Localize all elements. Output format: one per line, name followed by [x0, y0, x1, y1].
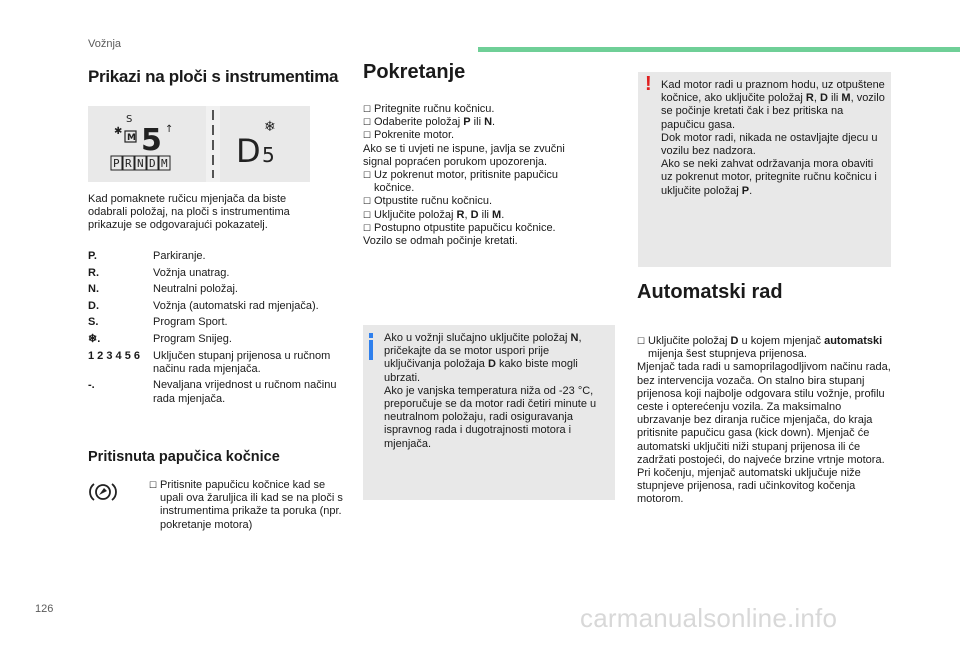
- list-item: ☐ Pokrenite motor.: [363, 129, 455, 142]
- list-item: ☐ Postupno otpustite papučicu kočnice.: [363, 221, 556, 234]
- list-item: ☐ Odaberite položaj P ili N.: [363, 116, 496, 129]
- drive-gear-number: 5: [262, 143, 275, 167]
- section-header: Vožnja: [88, 38, 122, 50]
- def-row: P. Parkiranje.: [88, 250, 206, 262]
- brake-warning-lamp-icon: [88, 480, 118, 508]
- def-row: D. Vožnja (automatski rad mjenjača).: [88, 299, 319, 312]
- def-row: 1 2 3 4 5 6 Uključen stupanj prijenosa u ručnom načinu rada mjenjača.: [88, 349, 331, 375]
- starting-procedure: [363, 103, 595, 248]
- checkbox-icon: ☐: [149, 480, 158, 490]
- header-accent-bar: [478, 47, 960, 52]
- list-item: ☐ Otpustite ručnu kočnicu.: [363, 195, 493, 208]
- checkbox-icon: ☐: [363, 209, 372, 220]
- checkbox-icon: ☐: [363, 170, 372, 181]
- info-icon: [369, 340, 373, 360]
- warning-icon: !: [645, 73, 652, 95]
- snowflake-icon: ❄: [264, 119, 276, 135]
- def-row: R. Vožnja unatrag.: [88, 266, 230, 279]
- display-manual-mode: [88, 106, 206, 182]
- def-row: N. Neutralni položaj.: [88, 283, 238, 296]
- svg-text:R: R: [125, 157, 132, 170]
- title-automatic-mode: Automatski rad: [637, 281, 783, 303]
- info-box-neutral: [363, 325, 615, 500]
- checkbox-icon: ☐: [363, 130, 372, 141]
- watermark: carmanualsonline.info: [580, 603, 838, 633]
- list-item: ☐ Uključite položaj R, D ili M.: [363, 208, 505, 221]
- mode-box-letter: M: [127, 133, 136, 143]
- instrument-display-illustration: [88, 106, 310, 182]
- paragraph: Ako se ti uvjeti ne ispune, javlja se zvučni signal popraćen porukom upozorenja.: [363, 142, 565, 168]
- title-starting: Pokretanje: [363, 61, 466, 83]
- upshift-arrow-icon: ↑: [165, 124, 174, 135]
- sport-letter: S: [126, 114, 133, 125]
- info-icon-dot: [369, 333, 373, 338]
- intro-text: Kad pomaknete ručicu mjenjača da biste odabrali položaj, na ploči s instrumentima prikazuje se odgovarajući pokazatelj.: [88, 193, 290, 232]
- checkbox-icon: ☐: [363, 104, 372, 114]
- svg-text:P: P: [113, 157, 120, 170]
- warning-box: [638, 72, 891, 267]
- automatic-mode-text: [637, 335, 892, 507]
- list-item: ☐ Uz pokrenut motor, pritisnite papučicu kočnice.: [363, 169, 559, 195]
- gear-digit: 5: [141, 123, 162, 158]
- drive-letter: D: [236, 132, 261, 170]
- svg-text:D: D: [149, 157, 156, 170]
- checkbox-icon: ☐: [363, 222, 372, 233]
- title-brake-pedal: Pritisnuta papučica kočnice: [88, 449, 280, 465]
- title-instrument-displays: Prikazi na ploči s instrumentima: [88, 67, 339, 86]
- svg-text:M: M: [161, 157, 168, 170]
- list-item: ☐ Pritegnite ručnu kočnicu.: [363, 103, 495, 115]
- def-row: S. Program Sport.: [88, 316, 228, 329]
- display-separator: [212, 110, 214, 178]
- list-item: ☐ Uključite položaj D u kojem mjenjač automatski mijenja šest stupnjeva prijenosa.: [637, 335, 883, 361]
- svg-text:N: N: [137, 157, 144, 170]
- checkbox-icon: ☐: [363, 196, 372, 207]
- gear-row-prndm: [111, 156, 170, 170]
- indicator-definitions: [88, 250, 348, 409]
- snowflake-icon: ✱: [114, 126, 123, 137]
- checkbox-icon: ☐: [363, 117, 372, 128]
- def-row: ❄. Program Snijeg.: [88, 332, 232, 345]
- display-auto-mode: [220, 106, 310, 182]
- def-row: -. Nevaljana vrijednost u ručnom načinu rada mjenjača.: [88, 379, 337, 405]
- checkbox-icon: ☐: [637, 336, 646, 346]
- info-text: Ako u vožnji slučajno uključite položaj N, pričekajte da se motor uspori prije uključivanja položaja D kako biste mogli ubrzati. Ako je vanjska temperatura niža od -23 °C, preporučuje se da motor radi četiri minute u neutralnom položaju, radi osiguravanja ispravnog rada i dugotrajnosti motora i mjenjača.: [384, 332, 597, 450]
- paragraph: Vozilo se odmah počinje kretati.: [363, 235, 518, 248]
- page-number: 126: [35, 603, 54, 615]
- warning-text: Kad motor radi u praznom hodu, uz otpuštene kočnice, ako uključite položaj R, D ili M, vozilo se počinje kretati čak i bez pritiska na papučicu gasa. Dok motor radi, nikada ne ostavljajte djecu u vozilu bez nadzora. Ako se neki zahvat održavanja mora obaviti uz pokrenut motor, pritegnite ručnu kočnicu i uključite položaj P.: [661, 79, 885, 197]
- brake-instruction: ☐ Pritisnite papučicu kočnice kad se upali ova žaruljica ili kad se na ploči s instrumentima prikaže ta poruka (npr. pokretanje motora): [149, 479, 343, 531]
- paragraph: Mjenjač tada radi u samoprilagodljivom načinu rada, bez intervencija vozača. On stalno bira stupanj prijenosa koji najbolje odgovara stilu vožnje, profilu ceste i opterećenju vozila. Za maksimalno ubrzavanje bez diranja ručice mjenjača, do kraja pritisnite papučicu gasa (kick down). Mjenjač će automatski uključiti niži stupanj prijenosa ili će zadržati postojeći, do najveće brzine vrtnje motora. Pri kočenju, mjenjač automatski uključuje niže stupnjeve prijenosa, radi učinkovitog kočenja motorom.: [637, 361, 891, 506]
